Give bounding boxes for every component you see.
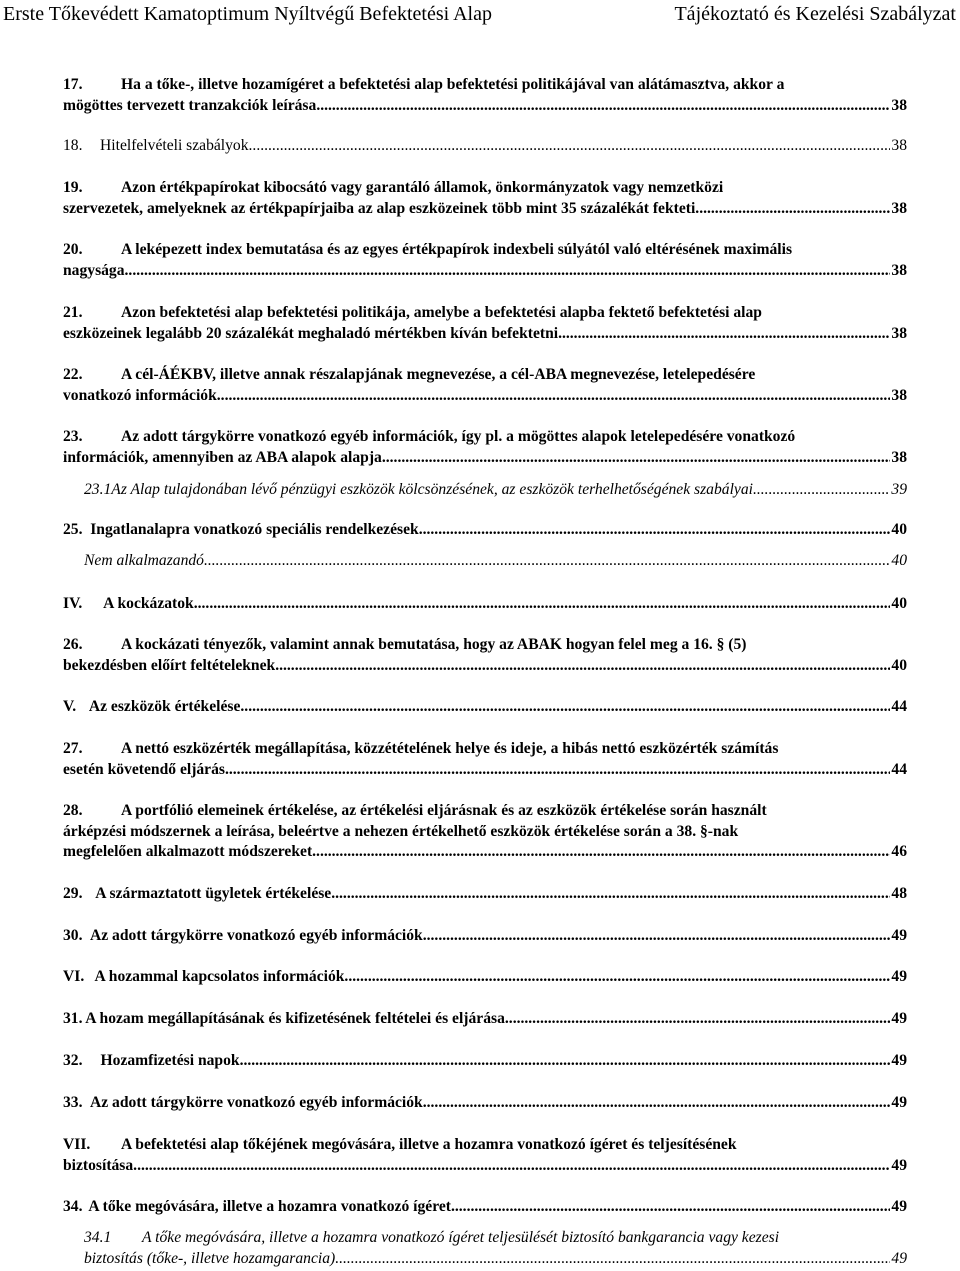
toc-leader <box>249 136 891 157</box>
toc-entry-not-applicable[interactable] <box>84 551 907 572</box>
toc-number: 32. <box>63 1052 83 1069</box>
toc-page-number: 40 <box>891 656 907 674</box>
toc-leader <box>194 594 891 615</box>
toc-page-number: 40 <box>891 521 907 538</box>
toc-title-line: A kockázati tényezők, valamint annak bemutatása, hogy az ABAK hogyan felel meg a 16. § (5) <box>121 636 747 653</box>
toc-entry-vi[interactable] <box>63 967 907 988</box>
toc-title-line: Az eszközök értékelése <box>88 698 241 715</box>
toc-title-line: A tőke megóvására, illetve a hozamra vonatkozó ígéret <box>88 1198 451 1215</box>
toc-number: 17. <box>63 76 83 93</box>
toc-page-number: 38 <box>891 96 907 114</box>
toc-entry-vii[interactable] <box>63 1135 907 1176</box>
toc-page-number: 49 <box>891 927 907 944</box>
toc-number: 26. <box>63 636 83 653</box>
toc-title-line: információk, amennyiben az ABA alapok alapja <box>63 448 382 466</box>
toc-entry-22[interactable] <box>63 365 907 406</box>
toc-entry-30[interactable] <box>63 926 907 947</box>
toc-leader <box>558 324 890 345</box>
toc-leader <box>217 386 891 407</box>
toc-leader <box>225 760 890 781</box>
toc-entry-18[interactable] <box>63 136 907 157</box>
toc-title-line: megfelelően alkalmazott módszereket <box>63 843 313 861</box>
toc-page-number: 49 <box>891 1094 907 1111</box>
toc-number: V. <box>63 698 77 715</box>
toc-leader <box>316 96 890 117</box>
toc-leader <box>423 926 891 947</box>
toc-leader <box>125 261 891 282</box>
toc-title-line: Az adott tárgykörre vonatkozó egyéb információk, így pl. a mögöttes alapok letelepedésére vonatkozó <box>121 428 796 445</box>
toc-title-line: A származtatott ügyletek értékelése <box>95 885 332 902</box>
toc-title-line: Hitelfelvételi szabályok <box>100 137 249 154</box>
toc-title-line: A nettó eszközérték megállapítása, közzétételének helye és ideje, a hibás nettó eszközérték számítás <box>121 740 779 757</box>
toc-title-line: biztosítása <box>63 1156 134 1174</box>
toc-title-line: árképzési módszernek a leírása, beleértve a nehezen értékelhető eszközök értékelése során a 38. §-nak <box>63 822 739 840</box>
toc-page-number: 49 <box>891 968 907 985</box>
toc-title-line: Azon értékpapírokat kibocsátó vagy garantáló államok, önkormányzatok vagy nemzetközi <box>121 179 724 196</box>
toc-number: 22. <box>63 366 83 383</box>
toc-page-number: 44 <box>891 760 907 778</box>
toc-number: 33. <box>63 1094 83 1111</box>
toc-title-line: mögöttes tervezett tranzakciók leírása <box>63 96 317 114</box>
toc-title-line: Az adott tárgykörre vonatkozó egyéb információk <box>89 927 423 944</box>
toc-title-line: eszközeinek legalább 20 százalékát meghaladó mértékben kíván befektetni <box>63 324 559 342</box>
toc-number: 25. <box>63 521 83 538</box>
toc-page-number: 49 <box>891 1249 907 1267</box>
toc-leader <box>312 842 890 863</box>
toc-entry-iv[interactable] <box>63 594 907 615</box>
toc-entry-19[interactable] <box>63 178 907 219</box>
toc-number: 30. <box>63 927 83 944</box>
toc-page-number: 46 <box>891 843 907 861</box>
toc-leader <box>423 1093 891 1114</box>
toc-title-line: A portfólió elemeinek értékelése, az értékelési eljárásnak és az eszközök értékelése során használt <box>121 802 767 819</box>
toc-page-number: 38 <box>891 386 907 404</box>
toc-leader <box>133 1156 890 1177</box>
toc-leader <box>208 551 891 572</box>
toc-entry-32[interactable] <box>63 1051 907 1072</box>
toc-leader <box>753 480 890 501</box>
toc-leader <box>419 520 891 541</box>
toc-title-line: A leképezett index bemutatása és az egyes értékpapírok indexbeli súlyától való eltérésének maximális <box>121 241 793 258</box>
toc-number: 18. <box>63 137 83 154</box>
toc-title-line: Nem alkalmazandó. <box>84 552 208 569</box>
toc-title-line: Hozamfizetési napok <box>100 1052 240 1069</box>
toc-title-line: A kockázatok <box>103 595 194 612</box>
toc-number: 21. <box>63 304 83 321</box>
toc-number: 34.1 <box>84 1229 112 1246</box>
toc-leader <box>240 697 890 718</box>
toc-number: 23.1 <box>84 481 112 498</box>
toc-entry-28[interactable] <box>63 801 907 863</box>
toc-title-line: Az Alap tulajdonában lévő pénzügyi eszközök kölcsönzésének, az eszközök terhelhetőségének szabályai <box>111 481 753 498</box>
toc-page-number: 40 <box>891 552 907 569</box>
toc-page-number: 49 <box>891 1198 907 1215</box>
toc-title-line: nagysága <box>63 261 125 279</box>
toc-entry-31[interactable] <box>63 1009 907 1030</box>
toc-title-line: A hozammal kapcsolatos információk <box>94 968 345 985</box>
toc-number: 31. <box>63 1010 83 1027</box>
toc-title-line: szervezetek, amelyeknek az értékpapírjaiba az alap eszközeinek több mint 35 százalékát fekteti <box>63 199 696 217</box>
toc-leader <box>335 1249 890 1270</box>
toc-entry-26[interactable] <box>63 635 907 676</box>
toc-title-line: A tőke megóvására, illetve a hozamra vonatkozó ígéret teljesülését biztosító bankgarancia vagy kezesi <box>142 1229 780 1246</box>
toc-title-line: A hozam megállapításának és kifizetésének feltételei és eljárása <box>85 1010 505 1027</box>
toc-title-line: Ha a tőke-, illetve hozamígéret a befektetési alap befektetési politikájával van alátámasztva, akkor a <box>121 76 785 93</box>
toc-number: 34. <box>63 1198 83 1215</box>
toc-number: 28. <box>63 802 83 819</box>
toc-entry-29[interactable] <box>63 884 907 905</box>
toc-leader <box>505 1009 891 1030</box>
toc-entry-25[interactable] <box>63 520 907 541</box>
toc-entry-27[interactable] <box>63 739 907 780</box>
toc-number: VI. <box>63 968 85 985</box>
toc-number: VII. <box>63 1136 91 1153</box>
toc-page-number: 38 <box>891 137 907 154</box>
toc-title-line: biztosítás (tőke-, illetve hozamgarancia) <box>84 1249 336 1267</box>
toc-page-number: 38 <box>891 261 907 279</box>
header-document-title: Erste Tőkevédett Kamatoptimum Nyíltvégű Befektetési Alap <box>3 3 492 25</box>
toc-entry-v[interactable] <box>63 697 907 718</box>
toc-entry-20[interactable] <box>63 240 907 281</box>
toc-page-number: 38 <box>891 324 907 342</box>
toc-leader <box>331 884 890 905</box>
toc-page-number: 38 <box>891 199 907 217</box>
toc-number: IV. <box>63 595 83 612</box>
toc-page-number: 38 <box>891 448 907 466</box>
toc-number: 20. <box>63 241 83 258</box>
toc-page-number: 48 <box>891 885 907 902</box>
toc-page-number: 44 <box>891 698 907 715</box>
toc-entry-34-1[interactable] <box>84 1228 907 1269</box>
toc-entry-33[interactable] <box>63 1093 907 1114</box>
toc-number: 23. <box>63 428 83 445</box>
toc-page-number: 39 <box>891 481 907 498</box>
toc-title-line: A befektetési alap tőkéjének megóvására, illetve a hozamra vonatkozó ígéret és teljesítésének <box>121 1136 737 1153</box>
toc-page-number: 49 <box>891 1052 907 1069</box>
toc-page-number: 49 <box>891 1156 907 1174</box>
toc-title-line: esetén követendő eljárás <box>63 760 225 778</box>
toc-number: 19. <box>63 179 83 196</box>
toc-title-line: Az adott tárgykörre vonatkozó egyéb információk <box>89 1094 423 1111</box>
toc-title-line: bekezdésben előírt feltételeknek <box>63 656 276 674</box>
toc-leader <box>382 448 891 469</box>
toc-leader <box>451 1197 890 1218</box>
toc-leader <box>344 967 890 988</box>
page-header <box>0 0 960 30</box>
toc-title-line: Azon befektetési alap befektetési politikája, amelybe a befektetési alapba fektető befektetési alap <box>121 304 762 321</box>
toc-entry-34[interactable] <box>63 1197 907 1218</box>
toc-leader <box>695 199 890 220</box>
toc-entry-17[interactable] <box>63 75 907 116</box>
toc-title-line: vonatkozó információk <box>63 386 217 404</box>
toc-entry-21[interactable] <box>63 303 907 344</box>
toc-page-number: 49 <box>891 1010 907 1027</box>
toc-page-number: 40 <box>891 595 907 612</box>
toc-title-line: Ingatlanalapra vonatkozó speciális rendelkezések <box>90 521 419 538</box>
toc-entry-23-1[interactable] <box>84 480 907 501</box>
toc-number: 29. <box>63 885 83 902</box>
toc-title-line: A cél-ÁÉKBV, illetve annak részalapjának megnevezése, a cél-ABA megnevezése, letelepedésére <box>121 366 756 383</box>
toc-entry-23[interactable] <box>63 427 907 468</box>
header-section-title: Tájékoztató és Kezelési Szabályzat <box>674 3 956 25</box>
toc-leader <box>275 656 890 677</box>
toc-leader <box>240 1051 891 1072</box>
toc-number: 27. <box>63 740 83 757</box>
